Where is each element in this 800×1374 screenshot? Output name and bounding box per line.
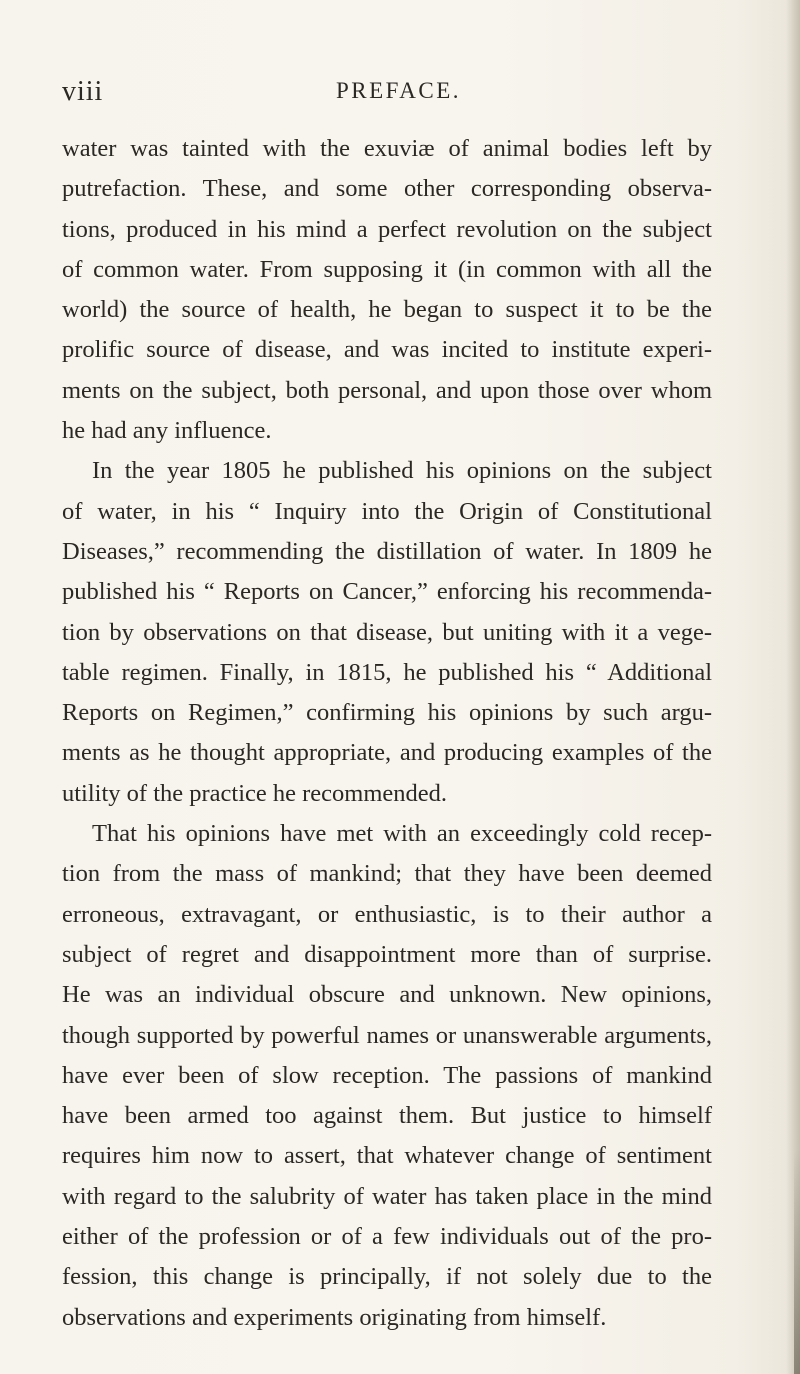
text-line: utility of the practice he recommended. — [62, 779, 448, 807]
text-line: tions, produced in his mind a perfect revolution on the subject — [62, 215, 712, 243]
text-line: fession, this change is principally, if not solely due to the — [62, 1263, 712, 1291]
text-line: table regimen. Finally, in 1815, he published his “ Additional — [62, 658, 712, 686]
text-line: have ever been of slow reception. The passions of mankind — [62, 1061, 712, 1089]
text-line: with regard to the salubrity of water has taken place in the mind — [62, 1182, 712, 1210]
text-line: world) the source of health, he began to suspect it to be the — [62, 296, 712, 324]
text-line: ments as he thought appropriate, and producing examples of the — [62, 739, 712, 767]
text-line: requires him now to assert, that whatever change of sentiment — [62, 1142, 712, 1170]
text-line: tion by observations on that disease, but uniting with it a vege- — [62, 618, 712, 646]
text-line: ments on the subject, both personal, and upon those over whom — [62, 376, 712, 404]
text-line: of water, in his “ Inquiry into the Origin of Constitutional — [62, 497, 712, 525]
text-line: prolific source of disease, and was incited to institute experi- — [62, 336, 712, 364]
text-line: tion from the mass of mankind; that they have been deemed — [62, 860, 712, 888]
body-text — [62, 129, 712, 1338]
text-line: Diseases,” recommending the distillation of water. In 1809 he — [62, 537, 712, 565]
text-line: published his “ Reports on Cancer,” enforcing his recommenda- — [62, 578, 712, 606]
text-line: observations and experiments originating from himself. — [62, 1303, 607, 1331]
text-line: though supported by powerful names or unanswerable arguments, — [62, 1021, 712, 1049]
page-edge-dark — [794, 1150, 800, 1374]
text-line: He was an individual obscure and unknown. New opinions, — [62, 981, 712, 1009]
paragraph-first-line: That his opinions have met with an exceedingly cold recep- — [92, 820, 712, 848]
text-line: he had any influence. — [62, 417, 272, 445]
page-number: viii — [62, 76, 104, 107]
text-line: of common water. From supposing it (in common with all the — [62, 255, 712, 283]
text-line: subject of regret and disappointment more than of surprise. — [62, 940, 712, 968]
paragraph-first-line: In the year 1805 he published his opinions on the subject — [92, 457, 712, 485]
running-head: PREFACE. — [336, 78, 462, 103]
text-line: water was tainted with the exuviæ of animal bodies left by — [62, 135, 712, 162]
page-header — [0, 76, 800, 116]
text-line: putrefaction. These, and some other corresponding observa- — [62, 175, 712, 203]
text-line: have been armed too against them. But justice to himself — [62, 1102, 712, 1130]
text-line: erroneous, extravagant, or enthusiastic, is to their author a — [62, 900, 712, 928]
text-line: either of the profession or of a few individuals out of the pro- — [62, 1223, 712, 1251]
text-line: Reports on Regimen,” confirming his opinions by such argu- — [62, 699, 712, 727]
